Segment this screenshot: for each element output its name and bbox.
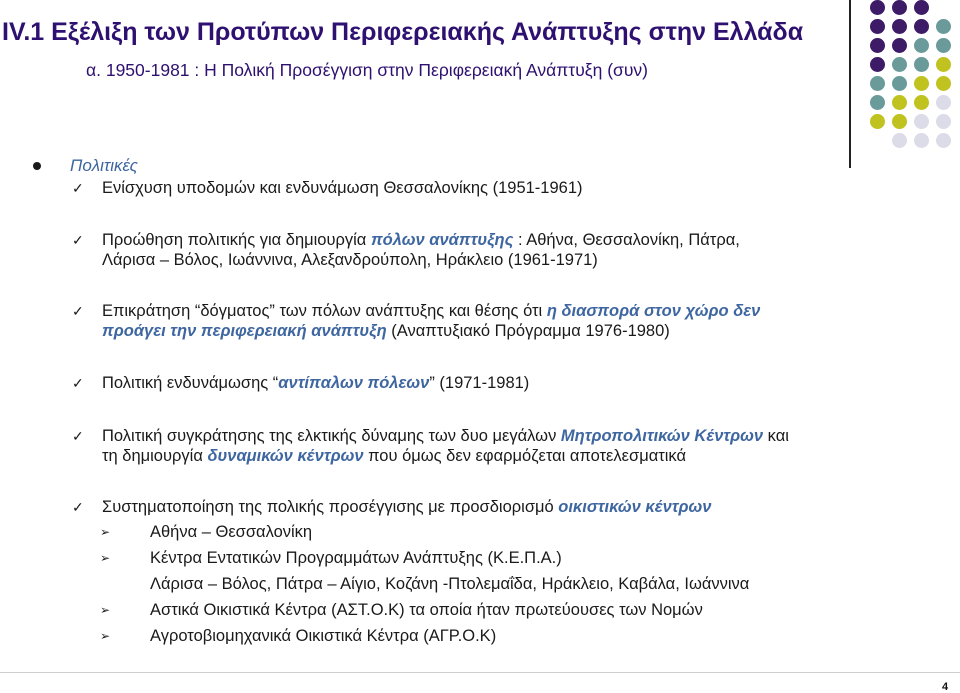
- arrowhead-bullet-icon: ➢: [100, 525, 111, 539]
- decor-dot: [870, 114, 885, 129]
- check-mark-icon: ✓: [72, 303, 84, 319]
- list-item-6: [102, 497, 711, 517]
- decor-dot: [914, 38, 929, 53]
- check-mark-icon: ✓: [72, 375, 84, 391]
- text: που όμως δεν εφαρμόζεται αποτελεσματικά: [363, 447, 687, 465]
- decor-dot: [936, 19, 951, 34]
- text: τη δημιουργία: [102, 447, 208, 465]
- text: Πολιτική συγκράτησης της ελκτικής δύναμης των δυο μεγάλων: [102, 427, 561, 445]
- list-item-5-line-2: [102, 446, 686, 466]
- emphasis-text: αντίπαλων πόλεων: [278, 374, 430, 392]
- footer-divider: [0, 672, 960, 673]
- decor-dot: [892, 57, 907, 72]
- decor-dot: [936, 95, 951, 110]
- sub-item-2-detail: Λάρισα – Βόλος, Πάτρα – Αίγιο, Κοζάνη -Πτολεμαΐδα, Ηράκλειο, Καβάλα, Ιωάννινα: [150, 575, 750, 593]
- decor-dot: [914, 95, 929, 110]
- list-item-1: Ενίσχυση υποδομών και ενδυνάμωση Θεσσαλονίκης (1951-1961): [102, 179, 583, 197]
- page-number: 4: [942, 681, 949, 693]
- round-bullet-icon: [33, 162, 41, 170]
- decor-dot: [870, 19, 885, 34]
- check-mark-icon: ✓: [72, 232, 84, 248]
- check-mark-icon: ✓: [72, 180, 84, 196]
- list-item-2-line-2: Λάρισα – Βόλος, Ιωάννινα, Αλεξανδρούπολη, Ηράκλειο (1961-1971): [102, 251, 598, 269]
- text: Προώθηση πολιτικής για δημιουργία: [102, 231, 371, 249]
- vertical-divider: [849, 0, 851, 168]
- decor-dot: [892, 114, 907, 129]
- emphasis-text: η διασπορά στον χώρο δεν: [546, 302, 761, 320]
- sub-item-1: Αθήνα – Θεσσαλονίκη: [150, 523, 313, 541]
- arrowhead-bullet-icon: ➢: [100, 629, 111, 643]
- arrowhead-bullet-icon: ➢: [100, 603, 111, 617]
- emphasis-text: οικιστικών κέντρων: [558, 498, 712, 516]
- decor-dot: [914, 57, 929, 72]
- list-item-2-line-1: [102, 230, 740, 250]
- decor-dot: [870, 57, 885, 72]
- decor-dot: [870, 95, 885, 110]
- decor-dot: [914, 114, 929, 129]
- emphasis-text: προάγει την περιφερειακή ανάπτυξη: [102, 322, 387, 340]
- decor-dot: [870, 38, 885, 53]
- decor-dot: [914, 133, 929, 148]
- slide-subtitle: α. 1950-1981 : Η Πολική Προσέγγιση στην Περιφερειακή Ανάπτυξη (συν): [86, 60, 648, 80]
- sub-item-3: Αστικά Οικιστικά Κέντρα (ΑΣΤ.Ο.Κ) τα οποία ήταν πρωτεύουσες των Νομών: [150, 601, 703, 619]
- decor-dot: [892, 19, 907, 34]
- emphasis-text: δυναμικών κέντρων: [207, 447, 364, 465]
- check-mark-icon: ✓: [72, 428, 84, 444]
- decor-dot: [914, 0, 929, 15]
- decor-dot: [936, 133, 951, 148]
- decor-dot: [914, 19, 929, 34]
- sub-item-2: Κέντρα Εντατικών Προγραμμάτων Ανάπτυξης (Κ.Ε.Π.Α.): [150, 549, 562, 567]
- decor-dot: [914, 76, 929, 91]
- decor-dot: [892, 133, 907, 148]
- list-item-3-line-1: [102, 301, 760, 321]
- text: Πολιτική ενδυνάμωσης “: [102, 374, 279, 392]
- decor-dot: [870, 0, 885, 15]
- arrowhead-bullet-icon: ➢: [100, 551, 111, 565]
- text: (Αναπτυξιακό Πρόγραμμα 1976-1980): [386, 322, 670, 340]
- decor-dot: [892, 38, 907, 53]
- slide-title: IV.1 Εξέλιξη των Προτύπων Περιφερειακής Ανάπτυξης στην Ελλάδα: [2, 18, 804, 46]
- emphasis-text: Μητροπολιτικών Κέντρων: [560, 427, 764, 445]
- decor-dot: [936, 114, 951, 129]
- decor-dot: [870, 76, 885, 91]
- text: και: [763, 427, 789, 445]
- list-item-5-line-1: [102, 426, 789, 446]
- text: Επικράτηση “δόγματος” των πόλων ανάπτυξης και θέσης ότι: [102, 302, 547, 320]
- emphasis-text: πόλων ανάπτυξης: [370, 231, 514, 249]
- decor-dot: [936, 57, 951, 72]
- sub-item-4: Αγροτοβιομηχανικά Οικιστικά Κέντρα (ΑΓΡ.Ο.Κ): [150, 627, 497, 645]
- decor-dot: [892, 0, 907, 15]
- decor-dot: [936, 76, 951, 91]
- text: : Αθήνα, Θεσσαλονίκη, Πάτρα,: [513, 231, 740, 249]
- decor-dot: [892, 95, 907, 110]
- text: Συστηματοποίηση της πολικής προσέγγισης με προσδιορισμό: [102, 498, 559, 516]
- section-heading: Πολιτικές: [70, 156, 138, 175]
- check-mark-icon: ✓: [72, 499, 84, 515]
- list-item-3-line-2: [102, 321, 670, 341]
- list-item-4: [102, 373, 529, 393]
- decor-dot: [892, 76, 907, 91]
- text: ” (1971-1981): [429, 374, 530, 392]
- decor-dot: [936, 38, 951, 53]
